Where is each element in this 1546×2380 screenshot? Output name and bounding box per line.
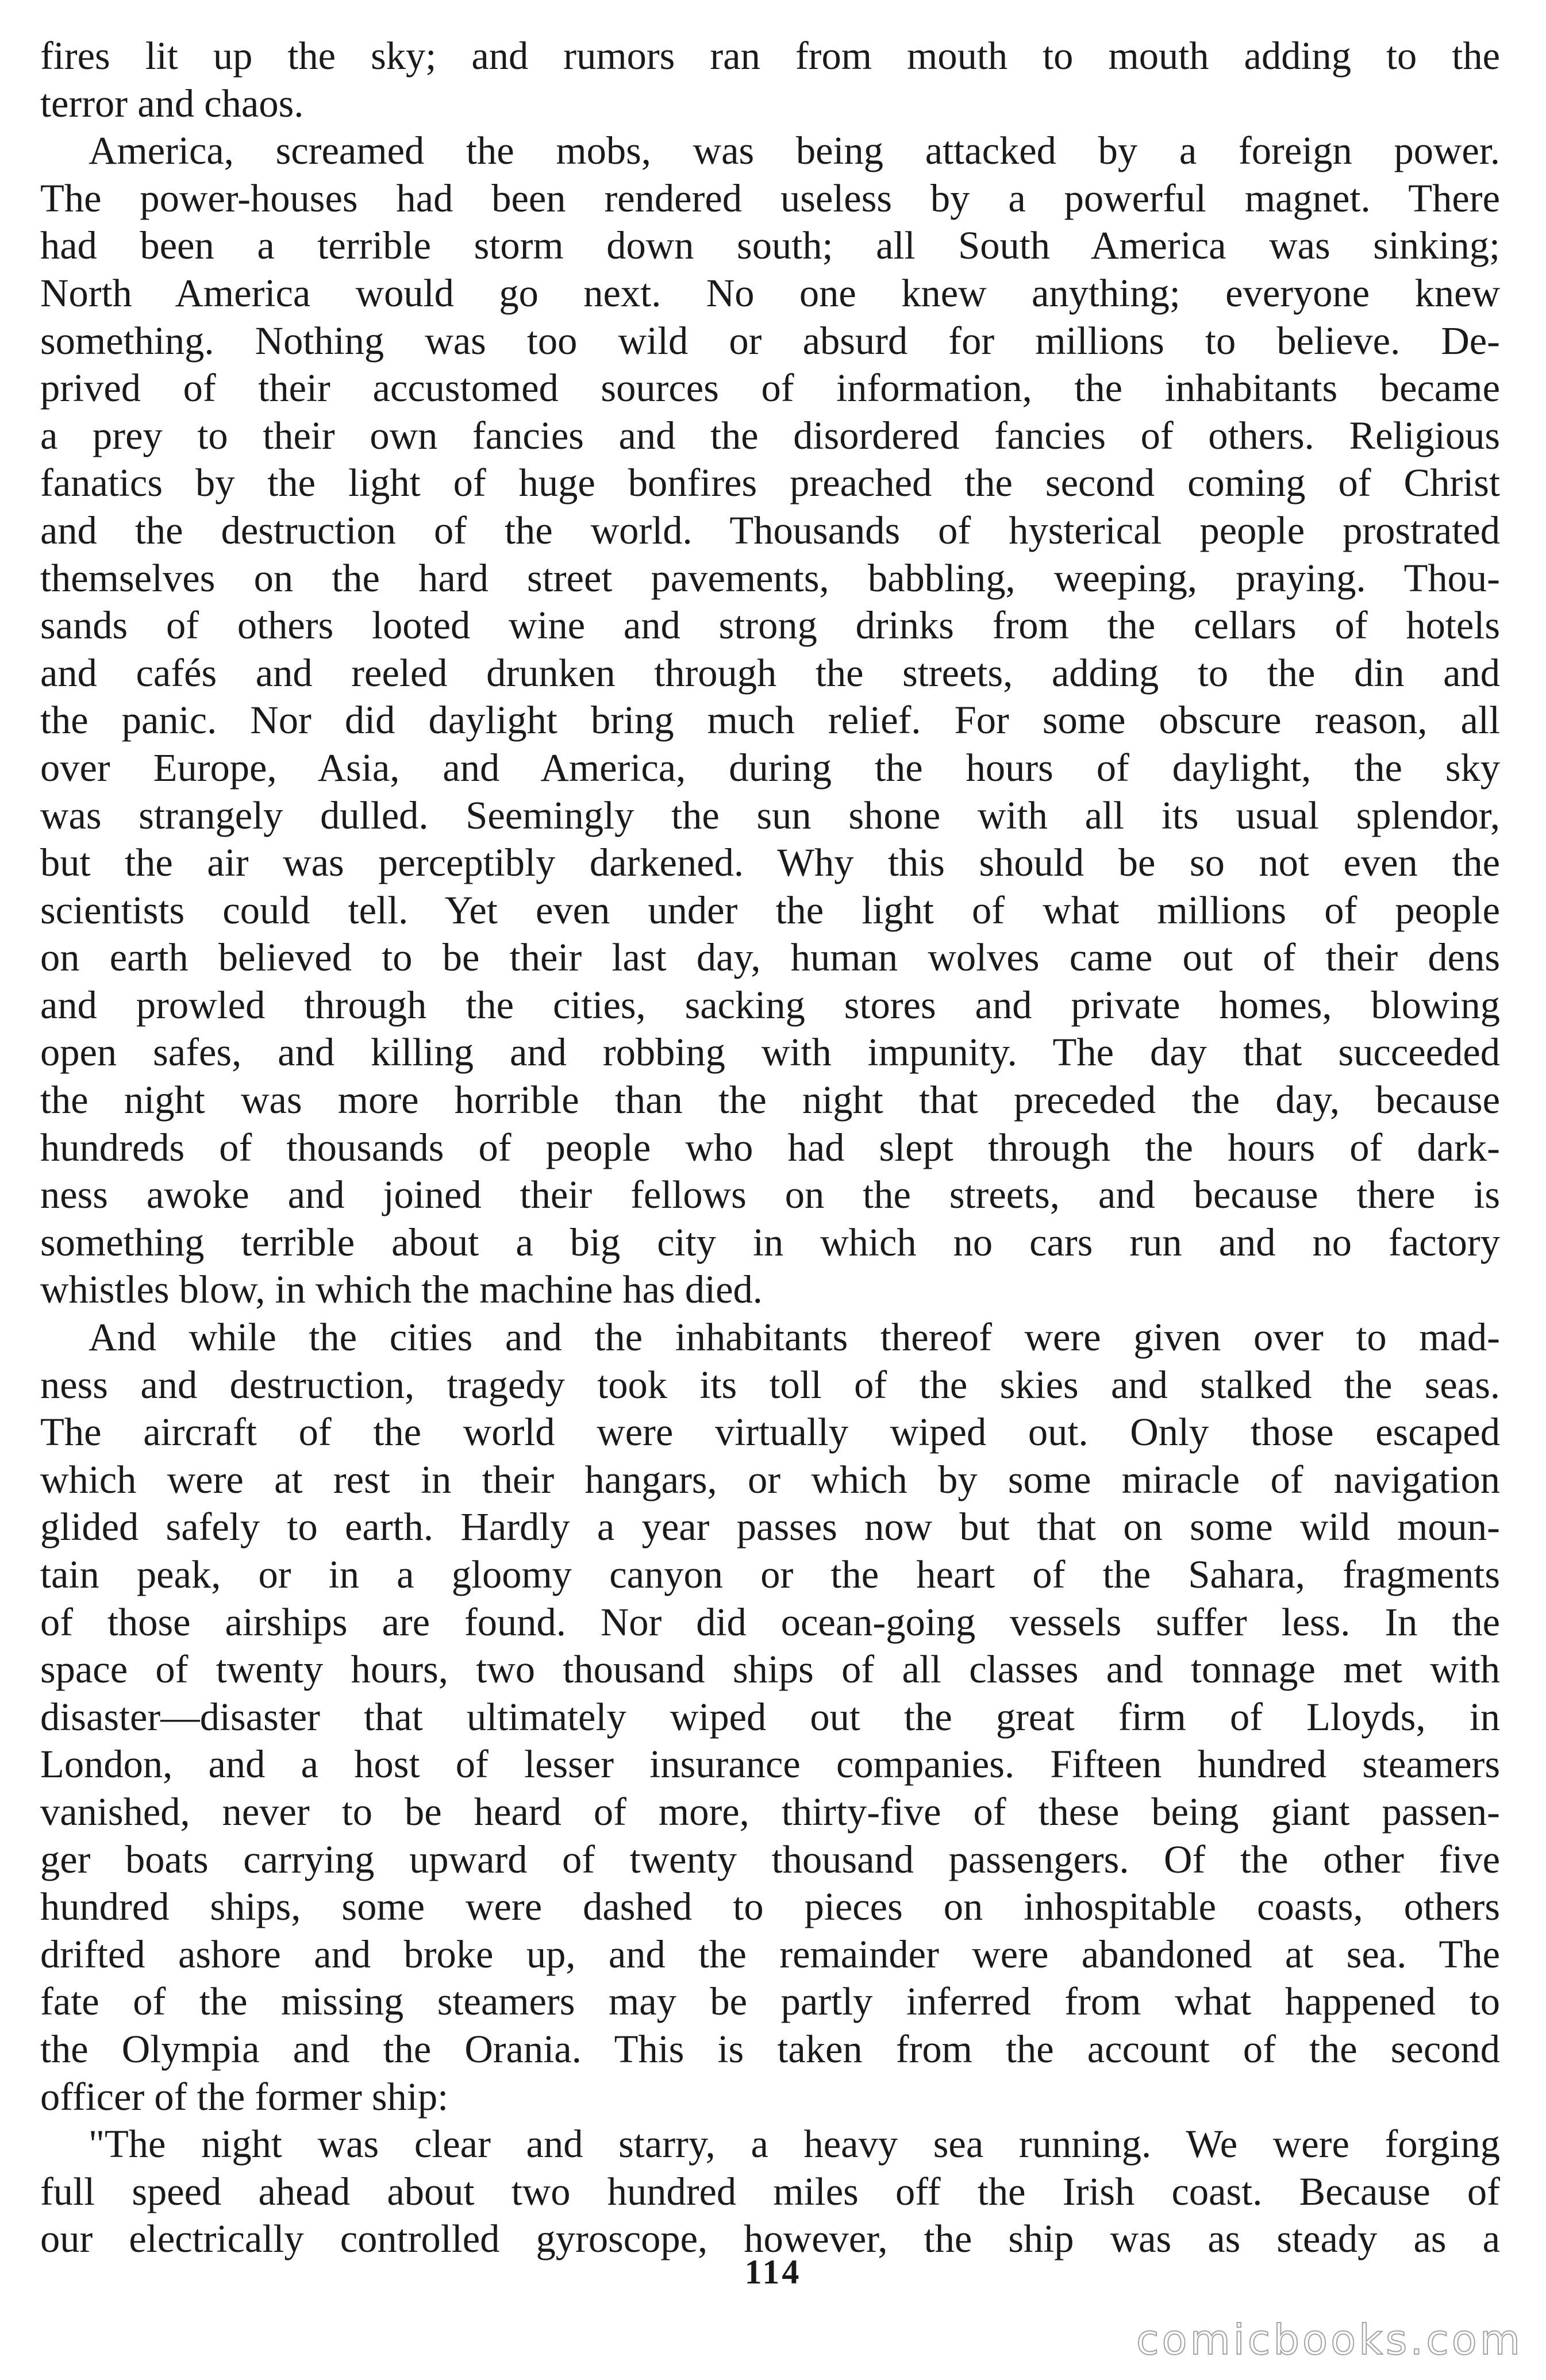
page-body (40, 32, 1500, 2263)
text-line: And while the cities and the inhabitants thereof were given over to mad- (89, 1315, 1500, 1360)
text-line: disaster—disaster that ultimately wiped out the great firm of Lloyds, in (40, 1695, 1500, 1739)
text-line: space of twenty hours, two thousand ships of all classes and tonnage met with (40, 1647, 1500, 1692)
text-line: drifted ashore and broke up, and the remainder were abandoned at sea. The (40, 1932, 1500, 1976)
text-line: something. Nothing was too wild or absurd for millions to believe. De- (40, 318, 1500, 363)
text-line: something terrible about a big city in which no cars run and no factory (40, 1220, 1500, 1264)
text-line: glided safely to earth. Hardly a year passes now but that on some wild moun- (40, 1505, 1500, 1549)
text-line: hundred ships, some were dashed to pieces on inhospitable coasts, others (40, 1885, 1500, 1929)
text-line: ness and destruction, tragedy took its toll of the skies and stalked the seas. (40, 1362, 1500, 1407)
text-line: had been a terrible storm down south; all South America was sinking; (40, 224, 1500, 268)
text-line: and the destruction of the world. Thousands of hysterical people prostrated (40, 508, 1500, 552)
text-line: our electrically controlled gyroscope, however, the ship was as steady as a (40, 2217, 1500, 2261)
text-line: officer of the former ship: (40, 2074, 449, 2119)
text-line: and cafés and reeled drunken through the streets, adding to the din and (40, 650, 1500, 695)
text-line: tain peak, or in a gloomy canyon or the heart of the Sahara, fragments (40, 1553, 1500, 1596)
text-line: a prey to their own fancies and the disordered fancies of others. Religious (40, 413, 1500, 457)
text-line: the panic. Nor did daylight bring much relief. For some obscure reason, all (40, 698, 1500, 742)
text-line: which were at rest in their hangars, or which by some miracle of navigation (40, 1457, 1500, 1501)
text-line: of those airships are found. Nor did ocean-going vessels suffer less. In the (40, 1600, 1500, 1644)
text-line: terror and chaos. (40, 81, 304, 125)
text-line: on earth believed to be their last day, human wolves came out of their dens (40, 935, 1500, 980)
text-line: was strangely dulled. Seemingly the sun shone with all its usual splendor, (40, 793, 1500, 837)
text-line: The power-houses had been rendered useless by a powerful magnet. There (40, 176, 1500, 220)
text-line: open safes, and killing and robbing with impunity. The day that succeeded (40, 1030, 1500, 1075)
text-line: hundreds of thousands of people who had slept through the hours of dark- (40, 1125, 1500, 1169)
text-line: fires lit up the sky; and rumors ran from mouth to mouth adding to the (40, 34, 1500, 78)
text-line: whistles blow, in which the machine has died. (40, 1268, 763, 1312)
text-line: vanished, never to be heard of more, thirty-five of these being giant passen- (40, 1789, 1500, 1834)
text-line: themselves on the hard street pavements, babbling, weeping, praying. Thou- (40, 556, 1500, 600)
text-line: over Europe, Asia, and America, during the hours of daylight, the sky (40, 745, 1500, 790)
page-number: 114 (744, 2253, 802, 2291)
text-line: ger boats carrying upward of twenty thousand passengers. Of the other five (40, 1837, 1500, 1881)
watermark: comicbooks.com (1136, 2316, 1523, 2364)
text-line: prived of their accustomed sources of information, the inhabitants became (40, 366, 1500, 410)
text-line: "The night was clear and starry, a heavy sea running. We were forging (89, 2122, 1500, 2166)
text-line: The aircraft of the world were virtually wiped out. Only those escaped (40, 1410, 1500, 1454)
text-line: but the air was perceptibly darkened. Why this should be so not even the (40, 841, 1500, 885)
text-line: ness awoke and joined their fellows on the streets, and because there is (40, 1173, 1500, 1217)
text-line: full speed ahead about two hundred miles off the Irish coast. Because of (40, 2169, 1500, 2213)
text-line: London, and a host of lesser insurance companies. Fifteen hundred steamers (40, 1742, 1500, 1786)
text-line: fate of the missing steamers may be partly inferred from what happened to (40, 1980, 1500, 2024)
body-text (40, 32, 1500, 2263)
text-line: the night was more horrible than the night that preceded the day, because (40, 1078, 1500, 1122)
text-line: scientists could tell. Yet even under the light of what millions of people (40, 888, 1500, 932)
text-line: North America would go next. No one knew anything; everyone knew (40, 271, 1500, 315)
text-line: America, screamed the mobs, was being attacked by a foreign power. (89, 129, 1500, 173)
text-line: sands of others looted wine and strong drinks from the cellars of hotels (40, 603, 1500, 648)
text-line: fanatics by the light of huge bonfires preached the second coming of Christ (40, 461, 1500, 505)
text-line: and prowled through the cities, sacking stores and private homes, blowing (40, 983, 1500, 1027)
text-line: the Olympia and the Orania. This is taken from the account of the second (40, 2027, 1500, 2071)
